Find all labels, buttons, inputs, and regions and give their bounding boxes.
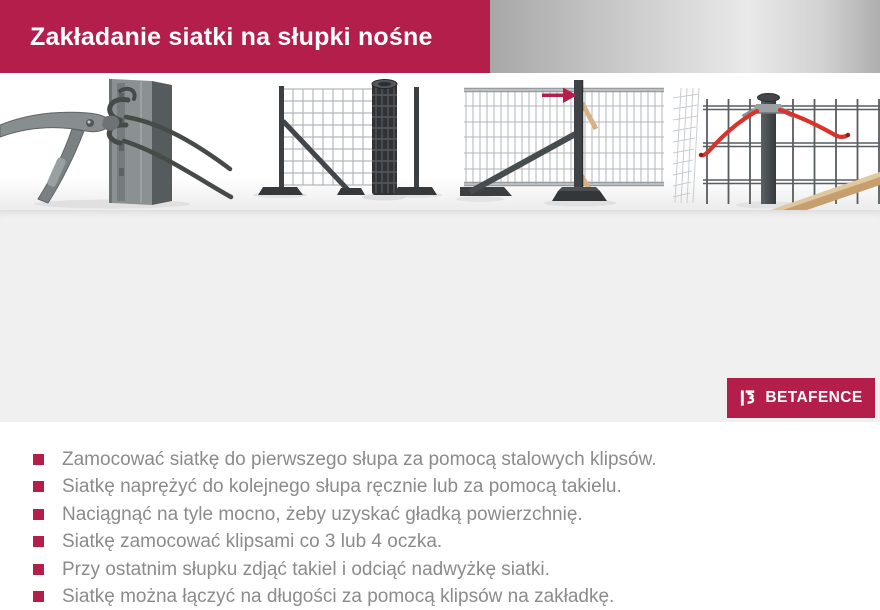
instruction-text: Przy ostatnim słupku zdjąć takiel i odciąć nadwyżkę siatki.	[62, 558, 550, 580]
instruction-item	[33, 528, 657, 555]
bullet-square-icon	[33, 564, 44, 575]
mesh-roll	[372, 80, 397, 196]
pliers	[0, 112, 119, 203]
instruction-item	[33, 473, 657, 500]
betafence-logo-icon	[739, 389, 758, 407]
bullet-square-icon	[33, 509, 44, 520]
instruction-text: Siatkę naprężyć do kolejnego słupa ręcznie lub za pomocą takielu.	[62, 476, 622, 498]
page-title: Zakładanie siatki na słupki nośne	[30, 23, 433, 51]
betafence-logo	[727, 378, 875, 418]
betafence-logo-text: BETAFENCE	[765, 389, 863, 406]
instruction-text: Siatkę można łączyć na długości za pomocą klipsów na zakładkę.	[62, 585, 615, 607]
instruction-list	[33, 446, 657, 610]
instruction-item	[33, 556, 657, 583]
step-tensioning-with-brace-illustration	[460, 73, 666, 210]
instruction-item	[33, 501, 657, 528]
instruction-text: Naciągnąć na tyle mocno, żeby uzyskać gładką powierzchnię.	[62, 503, 583, 525]
instruction-item	[33, 446, 657, 473]
bullet-square-icon	[33, 481, 44, 492]
instruction-text: Siatkę zamocować klipsami co 3 lub 4 oczka.	[62, 531, 443, 553]
step-tension-wire-over-post-illustration	[673, 73, 880, 210]
mesh-fragment	[673, 88, 699, 203]
bullet-square-icon	[33, 454, 44, 465]
illustration-strip	[0, 73, 880, 210]
bullet-square-icon	[33, 536, 44, 547]
instruction-text: Zamocować siatkę do pierwszego słupa za pomocą stalowych klipsów.	[62, 449, 657, 470]
header-gradient-bar	[490, 0, 880, 73]
step-clip-pliers-illustration	[0, 73, 232, 210]
step-posts-and-mesh-roll-illustration	[237, 73, 445, 210]
instruction-item	[33, 583, 657, 610]
bullet-square-icon	[33, 591, 44, 602]
